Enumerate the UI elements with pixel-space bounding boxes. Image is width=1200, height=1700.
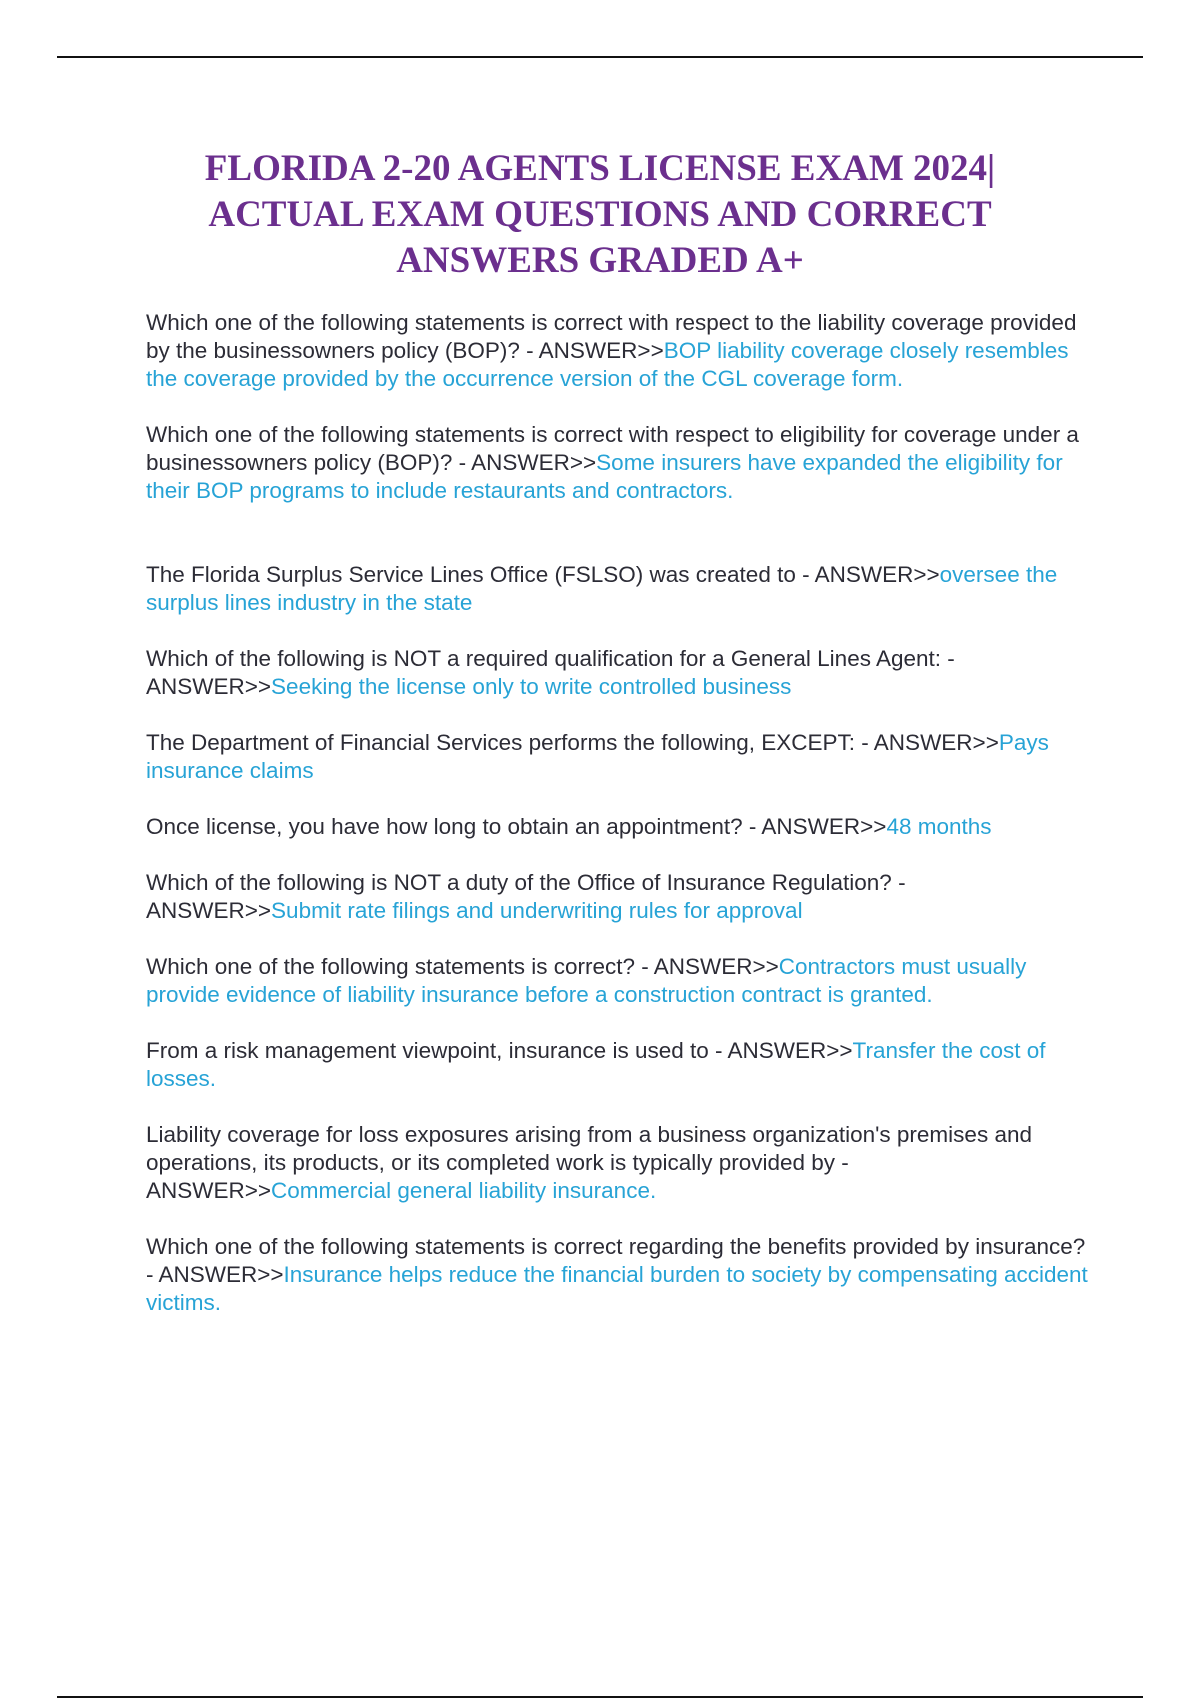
title-line-1: FLORIDA 2-20 AGENTS LICENSE EXAM 2024| (204, 148, 996, 189)
qa-item-4 (146, 645, 1096, 701)
question-text: Which of the following is NOT a required qualification for a General Lines Agent: - ANSWER>> (146, 646, 955, 699)
answer-text: oversee the surplus lines industry in the state (146, 562, 1058, 615)
qa-item-10 (146, 1121, 1096, 1205)
question-text: Which one of the following statements is correct with respect to eligibility for coverage under a businessowners policy (BOP)? - ANSWER>> (146, 422, 1079, 475)
answer-text: Commercial general liability insurance. (271, 1178, 657, 1203)
qa-item-6 (146, 813, 1096, 841)
qa-item-5 (146, 729, 1096, 785)
question-text: Which one of the following statements is correct regarding the benefits provided by insurance? - ANSWER>> (146, 1234, 1086, 1287)
document-title (120, 146, 1080, 284)
answer-text: Insurance helps reduce the financial burden to society by compensating accident victims. (146, 1262, 1088, 1315)
qa-item-9 (146, 1037, 1096, 1093)
question-text: Which one of the following statements is correct with respect to the liability coverage provided by the businessowners policy (BOP)? - ANSWER>> (146, 310, 1077, 363)
qa-item-2 (146, 421, 1096, 505)
question-text: The Department of Financial Services performs the following, EXCEPT: - ANSWER>> (146, 730, 999, 755)
qa-item-8 (146, 953, 1096, 1009)
qa-list (146, 309, 1096, 1345)
answer-text: Some insurers have expanded the eligibility for their BOP programs to include restaurants and contractors. (146, 450, 1063, 503)
qa-item-7 (146, 869, 1096, 925)
answer-text: BOP liability coverage closely resembles the coverage provided by the occurrence version of the CGL coverage form. (146, 338, 1069, 391)
top-horizontal-rule (57, 56, 1143, 58)
title-line-2: ACTUAL EXAM QUESTIONS AND CORRECT (208, 194, 992, 235)
answer-text: Contractors must usually provide evidence of liability insurance before a construction contract is granted. (146, 954, 1027, 1007)
answer-text: Seeking the license only to write controlled business (271, 674, 792, 699)
answer-text: Pays insurance claims (146, 730, 1049, 783)
question-text: Which one of the following statements is correct? - ANSWER>> (146, 954, 779, 979)
bottom-horizontal-rule (57, 1696, 1143, 1698)
answer-text: Transfer the cost of losses. (146, 1038, 1046, 1091)
qa-item-3 (146, 561, 1096, 617)
qa-item-1 (146, 309, 1096, 393)
question-text: Once license, you have how long to obtain an appointment? - ANSWER>> (146, 814, 887, 839)
question-text: Which of the following is NOT a duty of the Office of Insurance Regulation? - ANSWER>> (146, 870, 906, 923)
answer-text: Submit rate filings and underwriting rules for approval (271, 898, 803, 923)
question-text: From a risk management viewpoint, insurance is used to - ANSWER>> (146, 1038, 853, 1063)
question-text: Liability coverage for loss exposures arising from a business organization's premises and operations, its products, or its completed work is typically provided by - ANSWER>> (146, 1122, 1032, 1203)
answer-text: 48 months (886, 814, 992, 839)
title-line-3: ANSWERS GRADED A+ (396, 240, 804, 281)
qa-item-11 (146, 1233, 1096, 1317)
question-text: The Florida Surplus Service Lines Office (FSLSO) was created to - ANSWER>> (146, 562, 940, 587)
